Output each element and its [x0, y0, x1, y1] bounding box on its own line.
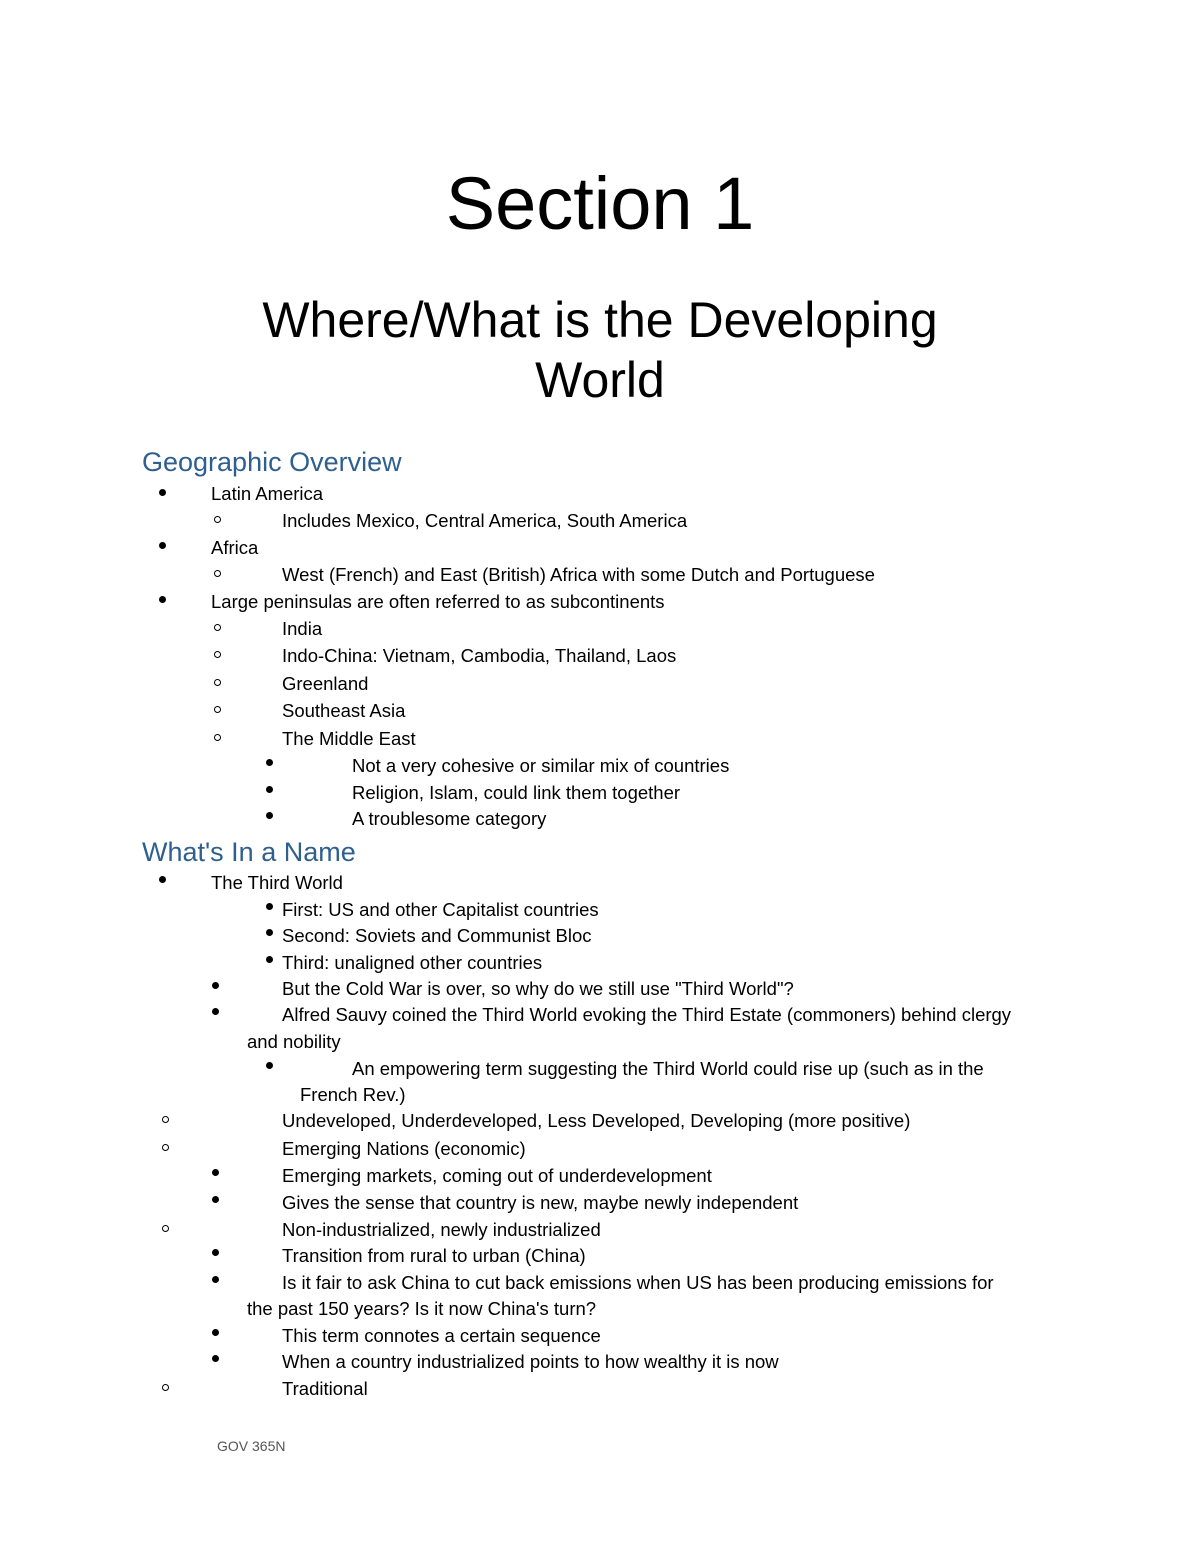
bullet-icon: [212, 1249, 219, 1256]
list-item: India: [282, 618, 323, 639]
circle-bullet-icon: [214, 570, 221, 577]
circle-bullet-icon: [214, 734, 221, 741]
list-item: Religion, Islam, could link them together: [352, 782, 681, 803]
circle-bullet-icon: [162, 1116, 169, 1123]
bullet-icon: [159, 542, 166, 549]
list-item: First: US and other Capitalist countries: [282, 899, 599, 920]
list-item: When a country industrialized points to how wealthy it is now: [282, 1351, 779, 1372]
list-item: A troublesome category: [352, 808, 547, 829]
list-item: Not a very cohesive or similar mix of countries: [352, 755, 730, 776]
list-item: Africa: [211, 537, 259, 558]
circle-bullet-icon: [162, 1144, 169, 1151]
list-item: Large peninsulas are often referred to as subcontinents: [211, 591, 665, 612]
bullet-icon: [159, 489, 166, 496]
bullet-icon: [266, 929, 273, 936]
list-item: Alfred Sauvy coined the Third World evoking the Third Estate (commoners) behind clergy: [282, 1004, 1012, 1025]
list-item: But the Cold War is over, so why do we still use "Third World"?: [282, 978, 794, 999]
bullet-icon: [212, 1276, 219, 1283]
list-item: An empowering term suggesting the Third World could rise up (such as in the: [352, 1058, 984, 1079]
list-item: Latin America: [211, 483, 324, 504]
list-item: Third: unaligned other countries: [282, 952, 543, 973]
bullet-icon: [266, 786, 273, 793]
circle-bullet-icon: [214, 651, 221, 658]
list-item: Indo-China: Vietnam, Cambodia, Thailand, Laos: [282, 645, 677, 666]
circle-bullet-icon: [214, 624, 221, 631]
bullet-icon: [266, 812, 273, 819]
bullet-icon: [212, 1355, 219, 1362]
list-item: The Middle East: [282, 728, 416, 749]
section-heading-geographic-overview: Geographic Overview: [142, 447, 402, 477]
list-item-continued: and nobility: [247, 1031, 341, 1052]
list-item: The Third World: [211, 872, 343, 893]
circle-bullet-icon: [214, 516, 221, 523]
list-item: Second: Soviets and Communist Bloc: [282, 925, 592, 946]
bullet-icon: [159, 876, 166, 883]
list-item-continued: French Rev.): [300, 1084, 406, 1105]
page-subtitle-continued: World: [535, 352, 665, 408]
list-item: Emerging Nations (economic): [282, 1138, 526, 1159]
bullet-icon: [266, 1062, 273, 1069]
section-heading-whats-in-a-name: What's In a Name: [142, 837, 356, 867]
list-item: Non-industrialized, newly industrialized: [282, 1219, 601, 1240]
list-item: Is it fair to ask China to cut back emissions when US has been producing emissions for: [282, 1272, 994, 1293]
circle-bullet-icon: [214, 706, 221, 713]
page-title: Section 1: [445, 162, 755, 245]
list-item: This term connotes a certain sequence: [282, 1325, 601, 1346]
list-item: Traditional: [282, 1378, 368, 1399]
bullet-icon: [212, 1196, 219, 1203]
bullet-icon: [212, 1169, 219, 1176]
circle-bullet-icon: [214, 679, 221, 686]
list-item: Undeveloped, Underdeveloped, Less Developed, Developing (more positive): [282, 1110, 911, 1131]
list-item: Includes Mexico, Central America, South America: [282, 510, 688, 531]
bullet-icon: [266, 903, 273, 910]
bullet-icon: [159, 596, 166, 603]
list-item: Gives the sense that country is new, maybe newly independent: [282, 1192, 799, 1213]
bullet-icon: [212, 982, 219, 989]
circle-bullet-icon: [162, 1384, 169, 1391]
list-item: West (French) and East (British) Africa with some Dutch and Portuguese: [282, 564, 875, 585]
circle-bullet-icon: [162, 1225, 169, 1232]
bullet-icon: [212, 1329, 219, 1336]
bullet-icon: [266, 956, 273, 963]
bullet-icon: [266, 759, 273, 766]
page-footer: GOV 365N: [217, 1438, 286, 1454]
list-item: Transition from rural to urban (China): [282, 1245, 586, 1266]
list-item-continued: the past 150 years? Is it now China's turn?: [247, 1298, 597, 1319]
bullet-icon: [212, 1008, 219, 1015]
page-subtitle: Where/What is the Developing: [262, 292, 938, 348]
list-item: Emerging markets, coming out of underdevelopment: [282, 1165, 712, 1186]
list-item: Greenland: [282, 673, 369, 694]
list-item: Southeast Asia: [282, 700, 406, 721]
